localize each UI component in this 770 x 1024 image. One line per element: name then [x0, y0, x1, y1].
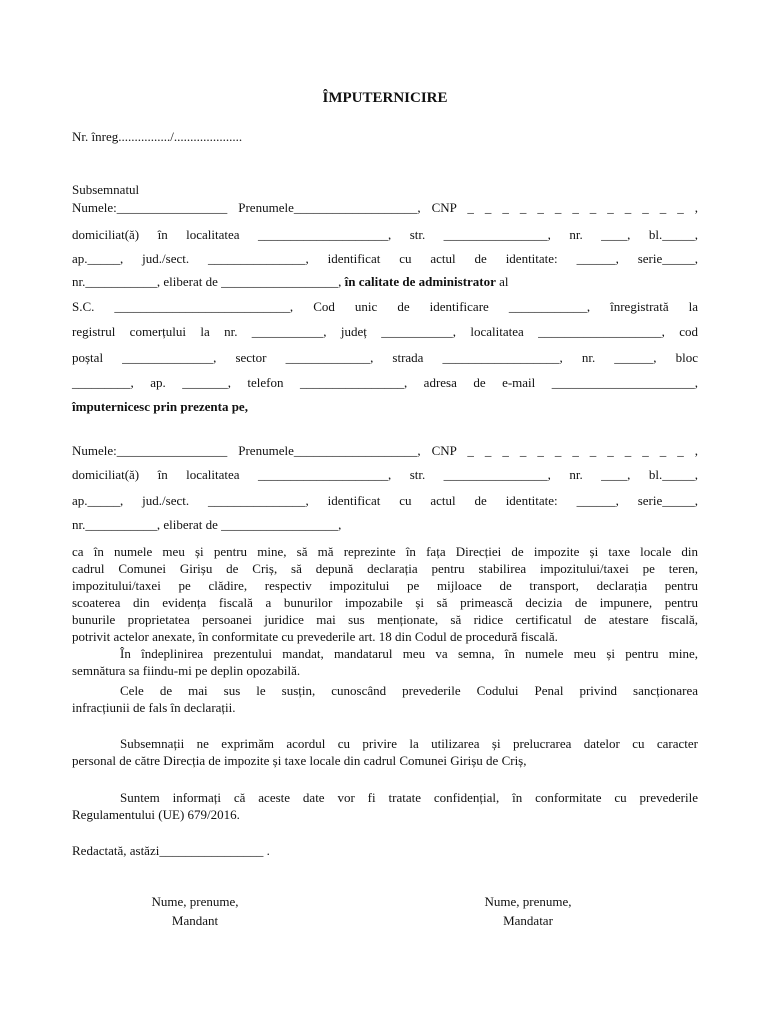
subsemnatul-label: Subsemnatul — [72, 182, 140, 197]
gdpr-line: Suntem informați că aceste date vor fi tratate confidențial, în conformitate cu prevederile — [120, 790, 698, 805]
document-title: ÎMPUTERNICIRE — [322, 90, 448, 106]
mandant-role-label: Mandant — [171, 913, 219, 928]
mandant-signature-block — [95, 892, 295, 930]
mandator-id-line: ap._____, jud./sect. _______________, identificat cu actul de identitate: ______, serie_____, — [72, 251, 698, 266]
mandatar-role-label: Mandatar — [503, 913, 553, 928]
mandatary-name-line: Numele:_________________ Prenumele___________________, CNP _ _ _ _ _ _ _ _ _ _ _ _ _ , — [72, 443, 698, 458]
penal-clause-line: infracțiunii de fals în declarații. — [72, 700, 236, 715]
company-line: S.C. ___________________________, Cod unic de identificare ____________, înregistrată la — [72, 299, 698, 314]
mandatar-signature-block — [428, 892, 628, 930]
mandate-line: ca în numele meu și pentru mine, să mă reprezinte în fața Direcției de impozite și taxe locale din — [72, 544, 698, 559]
mandate-line: cadrul Comunei Girișu de Criș, să depună declarația pentru stabilirea impozitului/taxei pe teren, — [72, 561, 698, 576]
issued-suffix: al — [495, 274, 509, 289]
mandate-line: impozitului/taxei pe clădire, respectiv impozitului pe mijloace de transport, declarația pentru — [72, 578, 698, 593]
mandate-line: potrivit actelor anexate, în conformitate cu prevederile art. 18 din Codul de procedură fiscală. — [72, 629, 558, 644]
consent-line: personal de către Direcția de impozite și taxe locale din cadrul Comunei Girișu de Criș, — [72, 753, 527, 768]
contact-line: _________, ap. _______, telefon ________________, adresa de e-mail ______________________, — [72, 375, 698, 390]
gdpr-line: Regulamentului (UE) 679/2016. — [72, 807, 240, 822]
mandant-name-label: Nume, prenume, — [151, 894, 239, 909]
mandate-line: scoaterea din evidența fiscală a bunurilor impozabile și să primească decizia de impunere, pentru — [72, 595, 698, 610]
registry-line: registrul comerțului la nr. ___________, județ ___________, localitatea ___________________, cod — [72, 324, 698, 339]
empower-statement: împuternicesc prin prezenta pe, — [72, 399, 248, 414]
mandate-line: bunurile proprietatea persoanei juridice mai sus menționate, să ridice certificatul de atestare fiscală, — [72, 612, 698, 627]
mandatary-id-line: ap._____, jud./sect. _______________, identificat cu actul de identitate: ______, serie_____, — [72, 493, 698, 508]
mandator-name-line: Numele:_________________ Prenumele___________________, CNP _ _ _ _ _ _ _ _ _ _ _ _ _ , — [72, 200, 698, 215]
mandatar-name-label: Nume, prenume, — [484, 894, 572, 909]
mandatary-issued-line: nr.___________, eliberat de __________________, — [72, 517, 342, 532]
signature-clause-line: semnătura sa fiindu-mi pe deplin opozabilă. — [72, 663, 301, 678]
issued-text: nr.___________, eliberat de __________________, — [72, 274, 345, 289]
consent-line: Subsemnații ne exprimăm acordul cu privire la utilizarea și prelucrarea datelor cu caracter — [120, 736, 698, 751]
postal-line: poștal ______________, sector _____________, strada __________________, nr. ______, bloc — [72, 350, 698, 365]
mandator-issued-line — [72, 273, 698, 290]
administrator-capacity: în calitate de administrator — [344, 274, 496, 289]
penal-clause-line: Cele de mai sus le susțin, cunoscând prevederile Codului Penal privind sancționarea — [120, 683, 698, 698]
signature-clause-line: În îndeplinirea prezentului mandat, mandatarul meu va semna, în numele meu și pentru mine, — [120, 646, 698, 661]
mandator-domicile-line: domiciliat(ă) în localitatea ____________________, str. ________________, nr. ____, bl._____, — [72, 227, 698, 242]
mandatary-domicile-line: domiciliat(ă) în localitatea ____________________, str. ________________, nr. ____, bl._____, — [72, 467, 698, 482]
date-line: Redactată, astăzi________________ . — [72, 843, 270, 858]
registration-number: Nr. înreg................/..................... — [72, 129, 243, 144]
